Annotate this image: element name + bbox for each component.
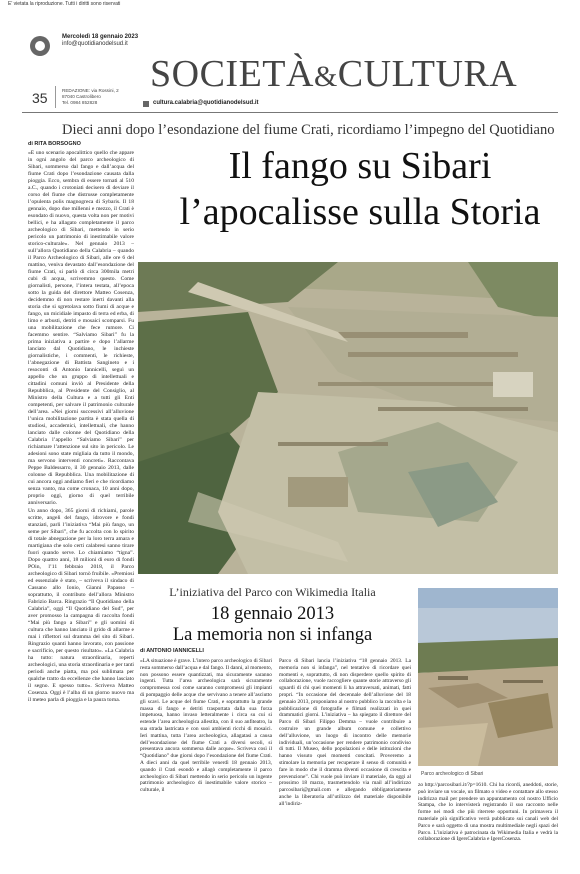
sub-article-headline: 18 gennaio 2013 La memoria non si infanga — [172, 604, 373, 645]
page-number: 35 — [32, 90, 48, 106]
redazione-info: REDAZIONE: via Rossini, 2 87040 Castrolibero Tel. 0984 852828 — [62, 88, 119, 105]
article-paragraph: «È uno scenario apocalittico quello che appare in ogni angolo del parco archeologico di Sibari, sommerso dal fango e dall’acqua del fiume Crati dopo l’esondazione causata dalla pioggia. Ecco, sembra di essere tornati al 510 a.C., quando i crotoniati decisero di deviare il corso del fiume che distrusse completamente l’opulenta polis magnogreca di Sybaris. Il 18 gennaio, dopo due millenni e mezzo, il Crati è esondato di nuovo, questa volta non per motivi bellici, e ha allagato completamente il parco archeologico di Sibari, mettendo in serio pericolo un patrimonio di inestimabile valore storico-culturale». Nel gennaio 2013 – sull’allora Quotidiano della Calabria – quando il Parco Archeologico di Sibari, alle ore 6 del mattino, veniva devastato dall’esondazione del fiume Crati, si parlò di circa 300mila metri cubi di acqua, scrivemmo questo. Come giornalisti, persone, l’intera testata, all’epoca sotto la guida del direttore Matteo Cosenza, decidemmo di non restare inerti davanti alla storia che si sgretolava sotto fiumi di acque e fango, un micidiale impasto di terra ed erba, di limo e arbusti, detriti e mosaici scomparsi. Fu una mobilitazione che fece rumore. Ci facemmo sentire. “Salviamo Sibari” fu la prima iniziativa a partire e dopo l’allarme lanciato dal Quotidiano, le inchieste giornalistiche, i commenti, le richieste, l’abnegazione di Battista Sangineto e i resoconti di Antonio Iannicelli, seguì un appello che un gruppo di intellettuali e cittadini comuni inviò al Presidente della Repubblica, al Presidente del Consiglio, al Ministro della Cultura e a tutti gli Enti competenti, per salvare il patrimonio culturale dell’area. «Nei giorni successivi all’alluvione l’unica mobilitazione partita è stata quella di studiosi, accademici, intellettuali, che hanno lanciato dalle colonne del Quotidiano della Calabria l’appello “Salviamo Sibari” per richiamare l’attenzione sul sito in pericolo. Le adesioni sono state migliaia da tutto il mondo, ma servono interventi concreti». Raccontava Peppe Baldessarro, il 30 gennaio 2013, dalle colonne di Repubblica. Una mobilitazione di cui ancora oggi andiamo fieri e che ricordiamo senza vanto, ma come cronaca, 10 anni dopo, proprio oggi, giorno di quel terribile anniversario. — [28, 150, 134, 506]
sub-article-column: Parco di Sibari lancia l’iniziativa “18 gennaio 2013. La memoria non si infanga”, nel tentativo di ricordare quei momenti e, soprattutto, di non disperdere quello spirito di collaborazione, vuole raccogliere quante storie attraverso gli sguardi di chi quei momenti li ha attraversati, animati, fatti propri. “In occasione del decennale dell’alluvione del 18 gennaio 2013, proponiamo al nostro pubblico la raccolta e la pubblicazione di fotografie e filmati realizzati in quei drammatici giorni. L’iniziativa – ha spiegato il direttore del Parco di Sibari Filippo Demma – vuole contribuire a costruire un grande album comune e collettivo dell’alluvione, un luogo di incontro delle memorie individuali, un’occasione per rendere patrimonio condiviso di tutti. Il Museo, dello popolazioni e delle istituzioni che hanno vissuto quei momenti concitati. Proveremo a stimolare la memoria per recuperare il senso di comunità e fare in modo che il dramma diventi occasione di crescita e prevenzione”. Chi vuole può inviare il materiale, da oggi al prossimo 18 marzo, trasmettendolo via mail all’indirizzo parcosibari@gmail.com e allegando obbligatoriamente anche la liberatoria all’utilizzo del materiale disponibile all’indiriz- — [279, 658, 411, 807]
photo-caption: Parco archeologico di Sibari — [421, 771, 484, 777]
square-bullet-icon — [143, 101, 149, 107]
divider — [55, 86, 56, 108]
section-email[interactable]: cultura.calabria@quotidianodelsud.it — [153, 100, 259, 106]
article-byline: di RITA BORSOGNO — [28, 141, 81, 147]
article-kicker: Dieci anni dopo l’esondazione del fiume Crati, ricordiamo l’impegno del Quotidiano — [62, 122, 555, 138]
sub-article-column: zo http://parcosibari.it/?p=1610. Chi ha ricordi, aneddoti, storie, può inviare un vocale, un filmato o video e contattare allo stesso indirizzo mail per prendere un appuntamento col nostro Ufficio Stampa, che lo intervisterà registrando il suo racconto nelle forme nei modi che più riterrete opportuni. In primavera il materiale più significativo verrà pubblicato sui canali web del Parco e sarà oggetto di una mostra multimediale negli spazi del Parco. L’iniziativa è patrocinata da Wikimedia Italia e vedrà la collaborazione di IgersCalabria e IgersCosenza. — [418, 782, 558, 843]
copyright-notice: E' vietata la riproduzione. Tutti i diritti sono riservati — [8, 1, 121, 7]
newspaper-logo-icon — [30, 36, 50, 56]
contact-email[interactable]: info@quotidianodelsud.it — [62, 41, 128, 47]
sub-article-column: «LA situazione è grave. L’intero parco archeologico di Sibari resta sommerso dall’acqua e dal fango. Il danni, al momento, non possono essere quantizzati, ma sicuramente saranno ingenti. Tutta l’area archeologica sarà sicuramente compromessa così come saranno compromessi gli impianti di pompaggio delle acque che servivano a tenere all’asciutto gli scavi. Le acque del fiume Crati, e soprattutto la grande massa di fango e detriti trasportata dalla sua forza impetuosa, hanno invaso letteralmente i circa su cui si estende l’area archeologica allestita, con il suo anfiteatro, la sua strada lastricata e con suoi ambienti ricchi di mosaici. Ieri mattina, tutta l’area archeologica, allagatasi a causa dell’esondazione del fiume Crati a diversi secoli, si presentava ancora sommersa dalle acque». Scriveva così il “Quotidiano” due giorni dopo l’esondazione del fiume Crati. A dieci anni da quel terribile venerdì 18 gennaio 2013, quando il Crati esondò e allagò completamente il parco archeologico di Sibari mettendo in serio pericolo un ingente patrimonio archeologico di inestimabile valore storico – culturale, il — [140, 658, 272, 794]
article-paragraph: Un anno dopo, 365 giorni di richiami, parole scritte, angeli del fango, idrovore e fondi stanziati, parli l’iniziativa “Mai più fango, un seme per Sibari”, che fu accolta con lo spirito di totale abnegazione per la loro terra amara e martigiana che solo certi calabresi sanno tirare fuori quando serve. Lo chiamiamo “tigna”. Dopo quattro anni, 18 milioni di euro di fondi POin, l’11 febbraio 2018, il Parco archeologico di Sibari tornò fruibile. «Premiosi ed essenziale è stato, – scriveva il sindaco di Cassano allo Ionio, Gianni Papasso – soprattutto, il contributo dell’allora Ministro Fabrizio Barca. Ringrazio “Il Quotidiano della Calabria”, oggi “Il Quotidiano del Sud”, per aver promosso la campagna di raccolta fondi “Mai più fango a Sibari” e gli uomini di cultura che hanno lanciato il grido di allarme e mai i riflettori sul dramma del sito di Sibari. Ringrazio quanti hanno lavorato, con passione e sacrificio, per questo risultato». «La Calabria ha tutto: natura straordinaria, reperti archeologici, una storia straordinaria e per tanti periodi anche piatta, ma poi sublimata per qualche tratto da eccellenze che hanno lasciato il segno. E spesso tutto». Scriveva Matteo Cosenza. Oggi è l’alba di un giorno nuovo ma il meteo parla di pioggia e la paura torna. — [28, 508, 134, 703]
aerial-flood-photo — [138, 262, 558, 574]
article-body — [28, 150, 134, 850]
header-rule — [22, 112, 558, 113]
park-photo — [418, 588, 558, 766]
sub-article-kicker: L’iniziativa del Parco con Wikimedia Italia — [169, 585, 376, 599]
section-title: SOCIETÀ&CULTURA — [150, 53, 518, 95]
issue-date: Mercoledì 18 gennaio 2023 — [62, 34, 139, 40]
article-headline: Il fango su Sibari l’apocalisse sulla Storia — [179, 145, 541, 233]
sub-article-byline: di ANTONIO IANNICELLI — [140, 648, 204, 654]
